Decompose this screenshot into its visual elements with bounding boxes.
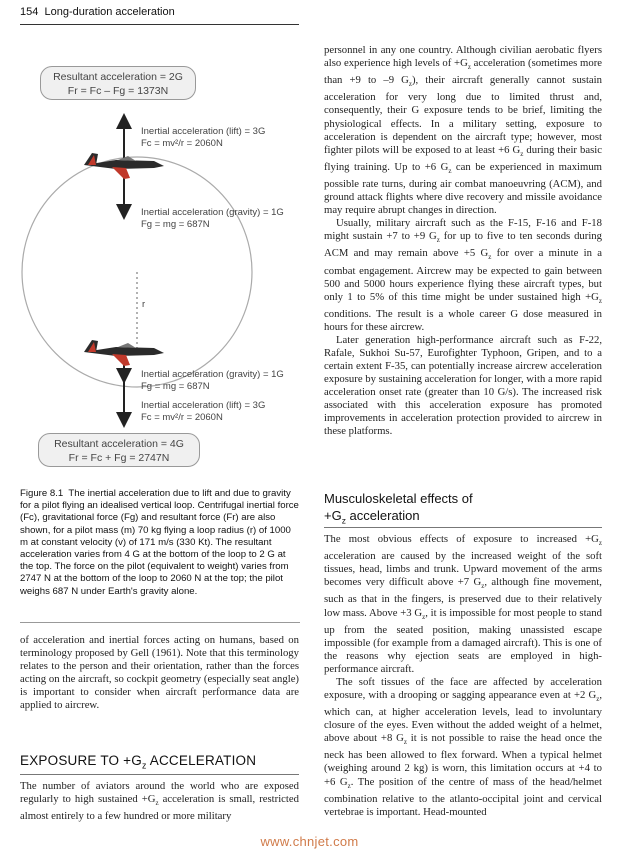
right-paragraph-5: The soft tissues of the face are affected by acceleration exposure, with a drooping or sagging appearance even at +2 $G_z$, which can, at higher acceleration levels, lead to involuntary closure of the eyes. Even without the added weight of a helmet, above about +8 $G_z$ it is not possible to raise the head once the neck has been allowed to flex forward. When a typical helmet (weighing around 2 kg) is worn, this limitation occurs at +4 to +6 $G_z$. The position of the centre of mass of the head/helmet combination relative to the atlanto-occipital joint and cervical vertebrae is important. Head-mounted xyxy=(324,675,602,818)
right-paragraph-4: The most obvious effects of exposure to increased $+G_z$ acceleration are caused by the increased weight of the soft tissues, head, limbs and trunk. Upward movement of the arms becomes very difficult above +7 $G_z$, although fine movement, such as that in the fingers, is preserved due to their relatively low mass. Above +3 $G_z$, it is impossible for most people to stand up from the seated position, making unassisted escape impossible (for example from a damaged aircraft). This is one of the reasons why ejection seats are employed in high-performance aircraft. xyxy=(324,533,602,675)
right-paragraph-2: Usually, military aircraft such as the F-15, F-16 and F-18 might sustain +7 to +9 $G_z$ for up to five to ten seconds during ACM and may remain above +5 $G_z$ for over a minute in a combat engagement. Aircrew may be expected to gain between 500 and 5000 hours experience flying these aircraft types, but only 1 to 5% of this time might be under sustained high $+G_z$ conditions. The result is a whole career G dose measured in hours for these aircrew. xyxy=(324,217,602,333)
figure-vertical-loop xyxy=(20,58,299,473)
radius-label: r xyxy=(142,299,146,310)
aircraft-bottom xyxy=(84,340,164,366)
lift-bottom-label: Inertial acceleration (lift) = 3G Fc = mv²/r = 2060N xyxy=(141,400,266,423)
resultant-bottom-line2: Fr = Fc + Fg = 2747N xyxy=(68,452,170,464)
resultant-top-line1: Resultant acceleration = 2G xyxy=(53,71,183,83)
left-paragraph-1: of acceleration and inertial forces acting on humans, based on terminology proposed by Gell (1961). Note that this terminology relates to the person and their orientation, rather than the forces acting on the aircraft, so cockpit geometry (especially seat angle) is important to consider when aircraft performance data are applied to aircrew. xyxy=(20,634,299,712)
right-paragraph-1: personnel in any one country. Although civilian aerobatic flyers also experience high levels of $+G_z$ acceleration (sometimes more than +9 to –9 $G_z$), their aircraft generally cannot sustain acceleration for very long due to limited thrust and, consequently, their G exposure tends to be brief, limiting the physiological effects. In a military setting, exposure to acceleration is dependent on the aircraft type; however, most fighter pilots will be exposed to at least +6 $G_z$ during their basic flying training. Up to +6 $G_z$ can be experienced in maximum possible rate turns, during air combat manoeuvring (ACM), and ground attack flights where dive recovery and missile avoidance may require abrupt changes in direction. xyxy=(324,44,602,217)
figure-label: Figure 8.1 xyxy=(20,488,64,499)
resultant-top-box xyxy=(40,66,196,100)
resultant-top-line2: Fr = Fc – Fg = 1373N xyxy=(67,85,169,97)
left-paragraph-2: The number of aviators around the world who are exposed regularly to high sustained $+G_z$ acceleration is small, restricted almost entirely to a few hundred or more military xyxy=(20,780,299,823)
gravity-top-label: Inertial acceleration (gravity) = 1G Fg = mg = 687N xyxy=(141,207,284,230)
lift-top-label: Inertial acceleration (lift) = 3G Fc = mv²/r = 2060N xyxy=(141,126,266,149)
caption-text: The inertial acceleration due to lift and due to gravity for a pilot flying an idealised vertical loop. Centrifugal inertial force (Fc), gravitational force (Fg) and resultant force (Fr) are also shown, for a pilot mass (m) 70 kg flying a loop radius (r) of 1000 m at constant velocity (v) of 171 m/s (330 Kt). The resultant acceleration varies from 4 G at the bottom of the loop to 2 G at the top. The force on the pilot (equivalent to weight) varies from 2747 N at the bottom of the loop to 2060 N at the top; the pilot weighs 687 N under Earth's gravity alone. xyxy=(20,488,299,597)
right-column-bottom xyxy=(324,533,602,819)
watermark: www.chnjet.com xyxy=(260,834,359,849)
section-heading-musculoskeletal: Musculoskeletal effects of $+G_z$ acceleration xyxy=(324,491,473,526)
section-rule xyxy=(20,774,299,775)
right-column-top xyxy=(324,44,602,438)
header-rule xyxy=(20,24,299,25)
caption-rule xyxy=(20,622,300,623)
right-section-rule xyxy=(324,527,602,528)
resultant-bottom-box xyxy=(38,433,200,467)
right-paragraph-3: Later generation high-performance aircraft such as F-22, Rafale, Sukhoi Su-57, Eurofighter Typhoon, Gripen, and to a certain extent F-35, can potentially increase aircrew acceleration exposure by sustaining acceleration for longer, with a more rapid acceleration onset rate (greater than 10 G/s). The increased risk associated with this acceleration exposure has promoted improvements in acceleration protection provided to aircrew in these platforms. xyxy=(324,333,602,438)
resultant-bottom-line1: Resultant acceleration = 4G xyxy=(54,438,184,450)
gravity-bottom-label: Inertial acceleration (gravity) = 1G Fg = mg = 687N xyxy=(141,369,284,392)
running-title: Long-duration acceleration xyxy=(44,6,175,18)
page-number: 154 xyxy=(20,6,39,18)
section-heading-exposure: EXPOSURE TO $+G_z$ ACCELERATION xyxy=(20,753,257,771)
figure-caption xyxy=(20,488,300,598)
running-header xyxy=(20,6,175,18)
